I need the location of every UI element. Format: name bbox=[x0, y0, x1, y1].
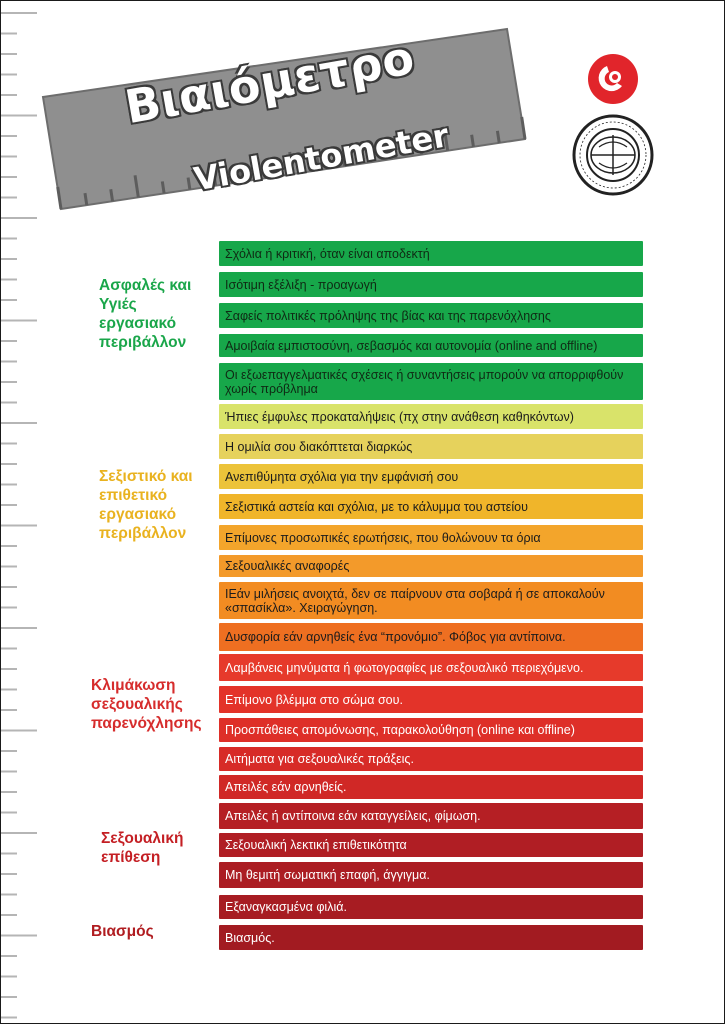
scale-bar: Η ομιλία σου διακόπτεται διαρκώς bbox=[219, 434, 643, 459]
scale-bar: Σεξουαλική λεκτική επιθετικότητα bbox=[219, 833, 643, 857]
scale-bar: Απειλές ή αντίποινα εάν καταγγείλεις, φίμωση. bbox=[219, 803, 643, 829]
scale-bar: Ισότιμη εξέλιξη - προαγωγή bbox=[219, 272, 643, 297]
scale-bar: Σαφείς πολιτικές πρόληψης της βίας και της παρενόχλησης bbox=[219, 303, 643, 328]
scale-bar: Οι εξωεπαγγελματικές σχέσεις ή συναντήσεις μπορούν να απορριφθούν χωρίς πρόβλημα bbox=[219, 363, 643, 400]
scale-bar: Ανεπιθύμητα σχόλια για την εμφάνισή σου bbox=[219, 464, 643, 489]
scale-bar: Προσπάθειες απομόνωσης, παρακολούθηση (online και offline) bbox=[219, 718, 643, 742]
ruler-tick bbox=[85, 193, 87, 205]
scale-bar: Επίμονο βλέμμα στο σώμα σου. bbox=[219, 686, 643, 713]
scale-bar: Σχόλια ή κριτική, όταν είναι αποδεκτή bbox=[219, 241, 643, 266]
scale-bar: Δυσφορία εάν αρνηθείς ένα “προνόμιο”. Φόβος για αντίποινα. bbox=[219, 623, 643, 651]
poster-subtitle: Violentometer bbox=[191, 116, 452, 199]
ruler-tick bbox=[497, 131, 499, 143]
violence-scale-bars bbox=[219, 241, 644, 953]
scale-bar: Μη θεμιτή σωματική επαφή, άγγιγμα. bbox=[219, 862, 643, 888]
scale-bar: Σεξιστικά αστεία και σχόλια, με το κάλυμμα του αστείου bbox=[219, 494, 643, 519]
ruler-tick bbox=[188, 178, 190, 190]
ruler-tick bbox=[111, 189, 113, 201]
category-harassment-escalation: Κλιμάκωση σεξουαλικής παρενόχλησης bbox=[91, 677, 202, 732]
ruler-tick bbox=[472, 135, 474, 147]
gsee-seal-icon bbox=[571, 113, 655, 197]
category-rape: Βιασμός bbox=[91, 923, 154, 940]
scale-bar: Σεξουαλικές αναφορές bbox=[219, 555, 643, 577]
category-sexist-environment: Σεξιστικό και επιθετικό εργασιακό περιβάλλον bbox=[99, 468, 193, 542]
scale-bar: Λαμβάνεις μηνύματα ή φωτογραφίες με σεξουαλικό περιεχόμενο. bbox=[219, 654, 643, 681]
poster-title: Βιαιόμετρο bbox=[121, 30, 419, 135]
scale-bar: Αιτήματα για σεξουαλικές πράξεις. bbox=[219, 747, 643, 771]
left-ruler-ticks bbox=[1, 1, 41, 1023]
scale-bar: Εξαναγκασμένα φιλιά. bbox=[219, 895, 643, 919]
red-spiral-logo-icon bbox=[585, 51, 641, 107]
scale-bar: Απειλές εάν αρνηθείς. bbox=[219, 775, 643, 799]
scale-bar: ΙΕάν μιλήσεις ανοιχτά, δεν σε παίρνουν στα σοβαρά ή σε αποκαλούν «σπασίκλα». Χειραγώγηση. bbox=[219, 582, 643, 619]
ruler-tick bbox=[162, 181, 164, 193]
category-sexual-assault: Σεξουαλική επίθεση bbox=[101, 830, 184, 866]
scale-bar: Αμοιβαία εμπιστοσύνη, σεβασμός και αυτονομία (online and offline) bbox=[219, 334, 643, 357]
scale-bar: Ήπιες έμφυλες προκαταλήψεις (πχ στην ανάθεση καθηκόντων) bbox=[219, 404, 643, 429]
category-safe-environment: Ασφαλές και Υγιές εργασιακό περιβάλλον bbox=[99, 277, 192, 351]
scale-bar: Επίμονες προσωπικές ερωτήσεις, που θολώνουν τα όρια bbox=[219, 525, 643, 550]
scale-bar: Βιασμός. bbox=[219, 925, 643, 950]
